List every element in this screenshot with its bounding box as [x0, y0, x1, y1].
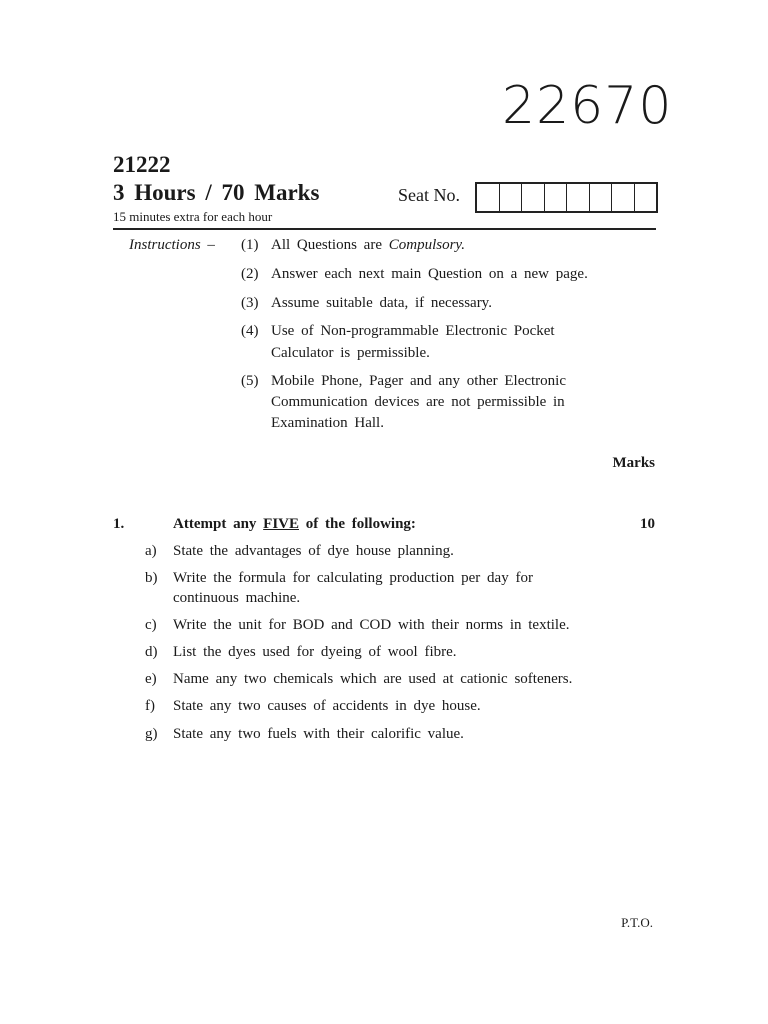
instruction-num: (2) [241, 266, 259, 282]
paper-code: 22670 [502, 76, 673, 136]
item-label: a) [145, 543, 157, 559]
seat-box [635, 184, 657, 211]
seat-box [567, 184, 590, 211]
item-text: State any two fuels with their calorific value. [173, 726, 464, 742]
instruction-text: Answer each next main Question on a new page. [271, 266, 588, 282]
instruction-text: Communication devices are not permissible in [271, 394, 565, 410]
item-label: c) [145, 617, 157, 633]
instruction-italic: Compulsory. [388, 237, 465, 253]
question-number: 1. [113, 516, 125, 532]
item-text: List the dyes used for dyeing of wool fibre. [173, 644, 457, 660]
instruction-text-part: All Questions are [271, 237, 389, 253]
instruction-text: Examination Hall. [271, 415, 384, 431]
instruction-text [271, 235, 465, 255]
item-text: continuous machine. [173, 590, 301, 606]
item-label: e) [145, 671, 157, 687]
item-text: Name any two chemicals which are used at cationic softeners. [173, 671, 573, 687]
marks-header: Marks [612, 455, 655, 471]
instruction-num: (3) [241, 295, 259, 311]
item-label: b) [145, 570, 158, 586]
question-title [173, 514, 416, 534]
duration-marks: 3 Hours / 70 Marks [113, 180, 320, 205]
seat-box [590, 184, 613, 211]
question-title-post: of the following: [299, 516, 416, 532]
item-text: Write the unit for BOD and COD with their norms in textile. [173, 617, 570, 633]
seat-box [477, 184, 500, 211]
seat-box [612, 184, 635, 211]
instruction-num: (4) [241, 323, 259, 339]
instruction-num: (1) [241, 237, 259, 253]
instruction-text: Calculator is permissible. [271, 345, 430, 361]
question-title-pre: Attempt any [173, 516, 264, 532]
item-label: f) [145, 698, 155, 714]
item-label: g) [145, 726, 158, 742]
seat-number-boxes [475, 182, 658, 213]
instruction-num: (5) [241, 373, 259, 389]
question-title-emphasis: FIVE [263, 516, 299, 532]
seat-box [545, 184, 568, 211]
pto-note: P.T.O. [621, 915, 653, 930]
instruction-text: Mobile Phone, Pager and any other Electronic [271, 373, 567, 389]
item-text: Write the formula for calculating production per day for [173, 570, 533, 586]
item-label: d) [145, 644, 158, 660]
instructions-label: Instructions – [129, 237, 215, 253]
subject-code: 21222 [113, 152, 171, 177]
item-text: State any two causes of accidents in dye house. [173, 698, 481, 714]
seat-box [522, 184, 545, 211]
seat-label: Seat No. [398, 185, 460, 205]
question-marks: 10 [640, 516, 655, 532]
item-text: State the advantages of dye house planning. [173, 543, 454, 559]
instruction-text: Use of Non-programmable Electronic Pocket [271, 323, 555, 339]
header-divider [113, 228, 656, 230]
seat-box [500, 184, 523, 211]
extra-time-note: 15 minutes extra for each hour [113, 209, 273, 224]
instruction-text: Assume suitable data, if necessary. [271, 295, 492, 311]
